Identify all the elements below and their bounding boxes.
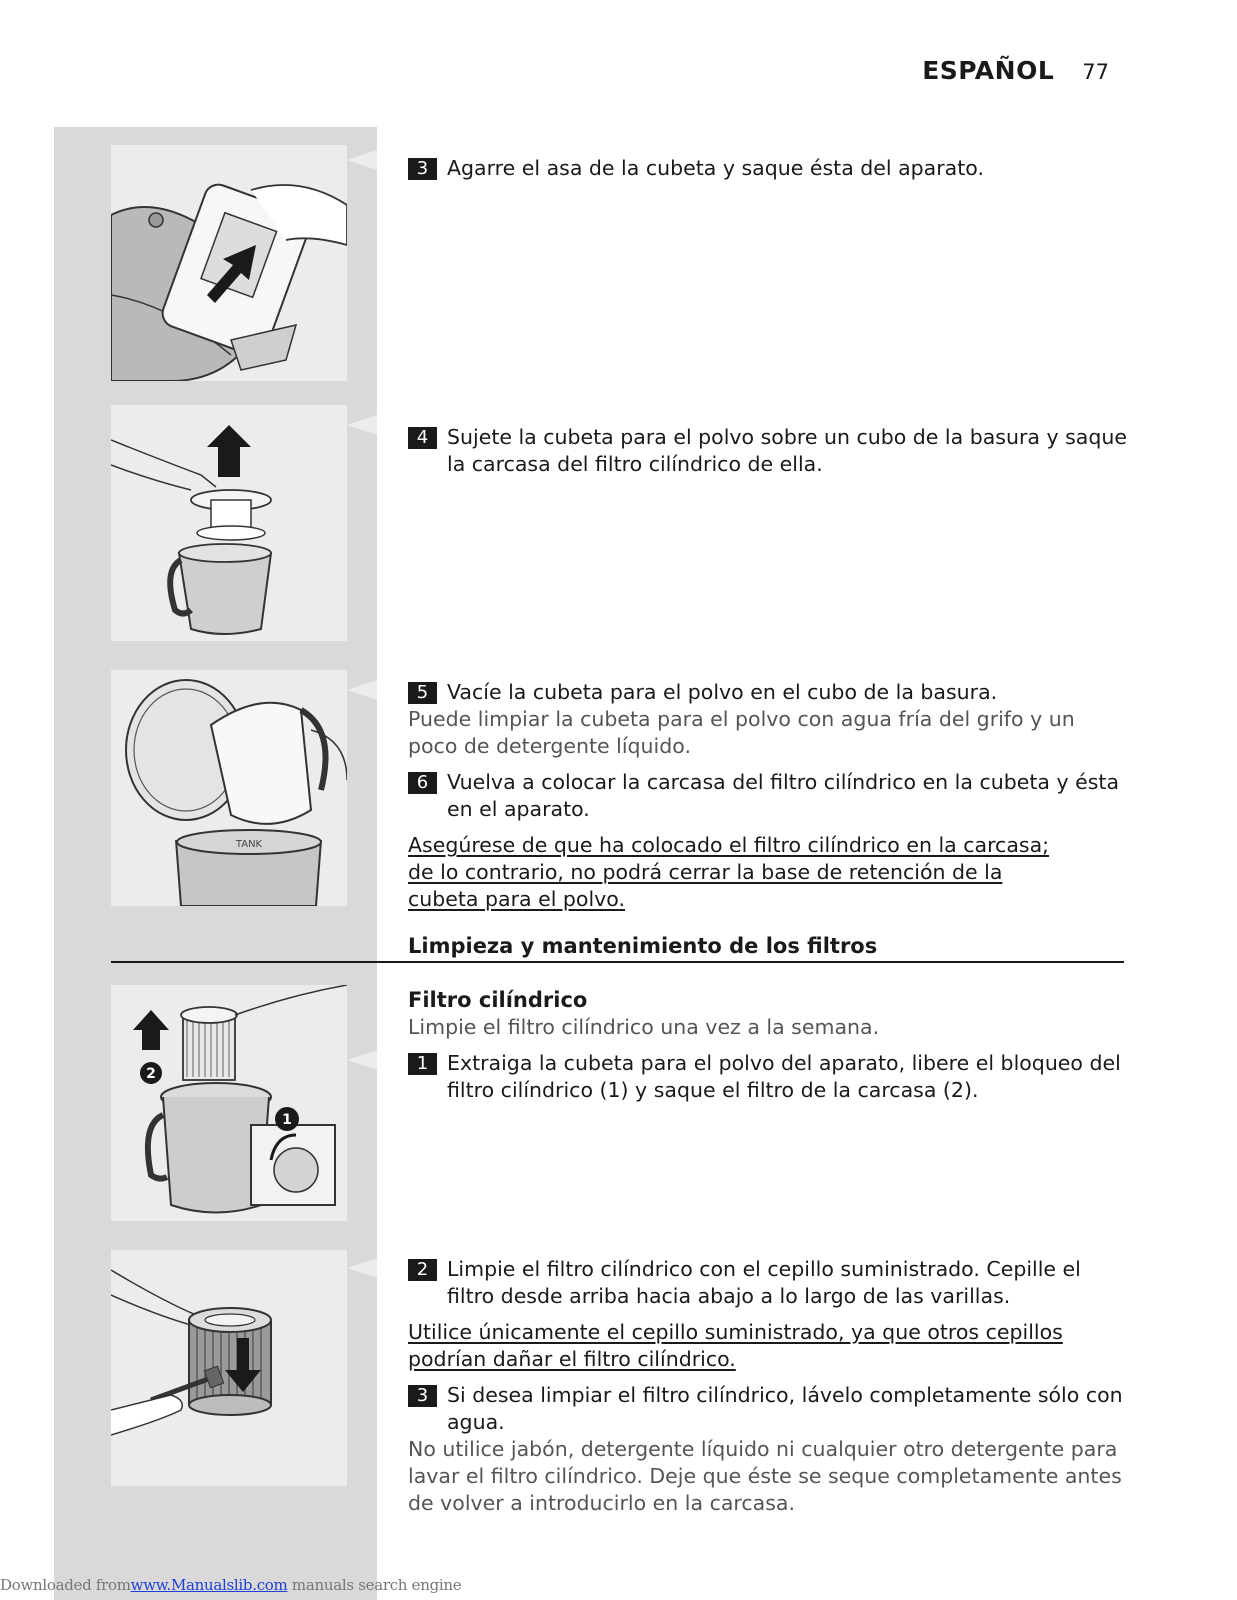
figure-pointer — [347, 1258, 377, 1278]
figure-remove-container — [111, 145, 347, 381]
step-text: Limpie el filtro cilíndrico con el cepillo suministrado. Cepille el filtro desde arriba hacia abajo a lo largo de las varillas. — [447, 1257, 1081, 1308]
figure-pointer — [347, 150, 377, 170]
footer-prefix: Downloaded from — [0, 1576, 131, 1594]
figure-lift-filter — [111, 405, 347, 641]
step-number: 2 — [408, 1259, 437, 1281]
step-number: 5 — [408, 682, 437, 704]
text-block-step-4 — [408, 424, 1128, 487]
callout-1: 1 — [282, 1112, 292, 1128]
illustration-lift-filter — [111, 405, 347, 641]
figure-release-filter — [111, 985, 347, 1221]
figure-pointer — [347, 680, 377, 700]
section-divider — [111, 961, 1124, 963]
step-text: Extraiga la cubeta para el polvo del aparato, libere el bloqueo del filtro cilíndrico (1) y saque el filtro de la carcasa (2). — [447, 1051, 1121, 1102]
bin-label: TANK — [235, 839, 263, 850]
callout-2: 2 — [146, 1066, 156, 1082]
download-footer — [0, 1576, 461, 1594]
step-note: No utilice jabón, detergente líquido ni cualquier otro detergente para lavar el filtro cilíndrico. Deje que éste se seque completamente antes de volver a introducirlo en la carcasa. — [408, 1437, 1122, 1515]
illustration-release-filter — [111, 985, 347, 1221]
step-number: 3 — [408, 158, 437, 180]
step-text: Sujete la cubeta para el polvo sobre un cubo de la basura y saque la carcasa del filtro cilíndrico de ella. — [447, 425, 1127, 476]
manualslib-link[interactable]: www.Manualslib.com — [130, 1576, 288, 1594]
figure-brush-filter — [111, 1250, 347, 1486]
step-text: Vacíe la cubeta para el polvo en el cubo de la basura. — [447, 680, 998, 704]
text-block-filter-2-3 — [408, 1256, 1128, 1526]
step-number: 3 — [408, 1385, 437, 1407]
step-item — [408, 1050, 1128, 1104]
header-language: ESPAÑOL — [922, 56, 1055, 85]
step-item — [408, 679, 1128, 706]
figure-pointer — [347, 415, 377, 435]
warning-text: Asegúrese de que ha colocado el filtro cilíndrico en la carcasa; de lo contrario, no podrá cerrar la base de retención de la cubeta para el polvo. — [408, 833, 1050, 911]
step-text: Si desea limpiar el filtro cilíndrico, lávelo completamente sólo con agua. — [447, 1383, 1123, 1434]
subsection-heading: Filtro cilíndrico — [408, 988, 588, 1012]
footer-suffix: manuals search engine — [287, 1576, 462, 1594]
text-block-filter — [408, 987, 1128, 1113]
step-item — [408, 1256, 1128, 1310]
step-text: Agarre el asa de la cubeta y saque ésta del aparato. — [447, 156, 984, 180]
step-number: 6 — [408, 772, 437, 794]
figure-empty-bin — [111, 670, 347, 906]
step-item — [408, 424, 1128, 478]
page-header — [922, 56, 1109, 85]
illustration-empty-bin — [111, 670, 347, 906]
step-text: Vuelva a colocar la carcasa del filtro cilíndrico en la cubeta y ésta en el aparato. — [447, 770, 1120, 821]
step-number: 1 — [408, 1053, 437, 1075]
illustration-remove-container — [111, 145, 347, 381]
step-note: Puede limpiar la cubeta para el polvo con agua fría del grifo y un poco de detergente líquido. — [408, 707, 1075, 758]
warning-text: Utilice únicamente el cepillo suministrado, ya que otros cepillos podrían dañar el filtro cilíndrico. — [408, 1320, 1063, 1371]
step-item — [408, 769, 1128, 823]
text-block-step-5-6 — [408, 679, 1128, 922]
figure-pointer — [347, 1050, 377, 1070]
illustration-brush-filter — [111, 1250, 347, 1486]
page-number: 77 — [1082, 60, 1109, 84]
step-number: 4 — [408, 427, 437, 449]
subsection-intro: Limpie el filtro cilíndrico una vez a la semana. — [408, 1015, 880, 1039]
step-item — [408, 155, 1128, 182]
step-item — [408, 1382, 1128, 1436]
section-heading: Limpieza y mantenimiento de los filtros — [408, 934, 878, 958]
text-block-step-3 — [408, 155, 1128, 191]
